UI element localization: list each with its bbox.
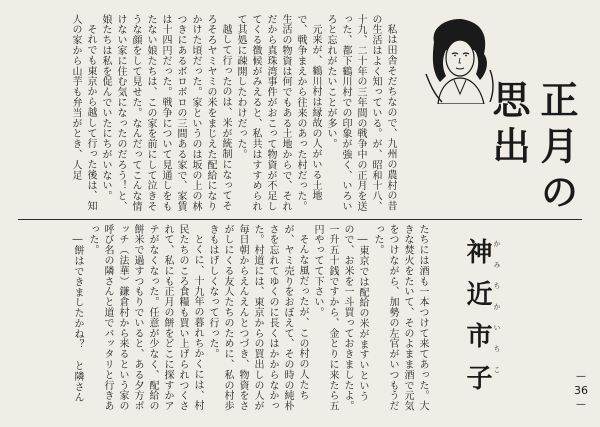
page-number-value: 36 (574, 384, 588, 397)
article-author: 神近市子 (462, 238, 492, 406)
page-number-dash-bottom: — (576, 399, 586, 410)
paragraph: 元来が、鶴川村は縁故の人がいる土地で、戦争まえから往来のあった村だった。生活の物資は何でもある土地からで、それだから真珠湾事件がおこって物資が不足してくる徴候がみえると、私共はすすめられて其処に疎開したわけだった。 (235, 14, 321, 212)
paragraph: 私は田舎そだちなので、九州の農村の昔の生活はよく知っている。が、昭和十八、十九、二十年の三年間の戦争中の正月を送った、都下鶴川村での印象が強く、いろいろと忘れがたいことが多い。 (325, 14, 396, 212)
article-title: 正月の思出 (486, 80, 579, 218)
body-text-bottom (18, 224, 430, 420)
paragraph: とくに、十九年の暮れちかくには、村民たちのころ食糧も買い上げられつくされて、私にも正月の餅をどこに探すかアテがなくなった。任意が少なく、配給の餅米で過すつもりでいると、ある夕方ボッチ（法華）鎌倉村から来るという家の呼び名の隣さんと道でバッタリと行きあった。 (87, 224, 203, 412)
section-divider (18, 219, 582, 220)
page-number (566, 372, 596, 422)
paragraph: ―餅はできましたかね？ と隣さん (72, 234, 83, 403)
body-text-top (18, 14, 398, 220)
paragraph: ―東京では配給の米がますいという ので、お米を一斗買っておきましたよ。一升五十銭ですから、金とりに来たら五円やってて下さい。 (312, 224, 368, 412)
paragraph: それでも東京から越して行った後は、知人の家から山芋も弁当がとき、人足 (70, 14, 96, 212)
author-ruby: かみちかいちこ (493, 240, 501, 387)
paragraph: たちには酒も一本つけて来てあった。大きな焚火をたいて、そのよまま酒で元気をつけながら、加勢の左官がいつもうだった。 (372, 224, 428, 412)
paragraph: そんな風だったが、この村の人たちが、ヤミ売りをおぼえて、その時の純朴さを忘れてゆくのに長くはかからなかった。村道には、東京からの買出しの人が毎日朝からえんえんとつづき、物資をさがしにくる友人たちのために、私の村歩きもはげしくなって行った。 (207, 224, 308, 412)
paragraph: 越して行ったのは、米が統制になってそろそろヤミヤミの米をまじえた配給になりかけた頃だった。家というのは坂の上の林つきにあるボロボロの三間ある家で、家賃は十四円だった。戦争について見通しをもたない娘たちは、この家を前にして泣きそうな顔をして見せた。なんだってこんな情けない家に住む気になったのだろう！と、娘たちは私を促んでいたにちがいない。 (100, 14, 231, 212)
page-number-dash-top: — (576, 371, 586, 382)
